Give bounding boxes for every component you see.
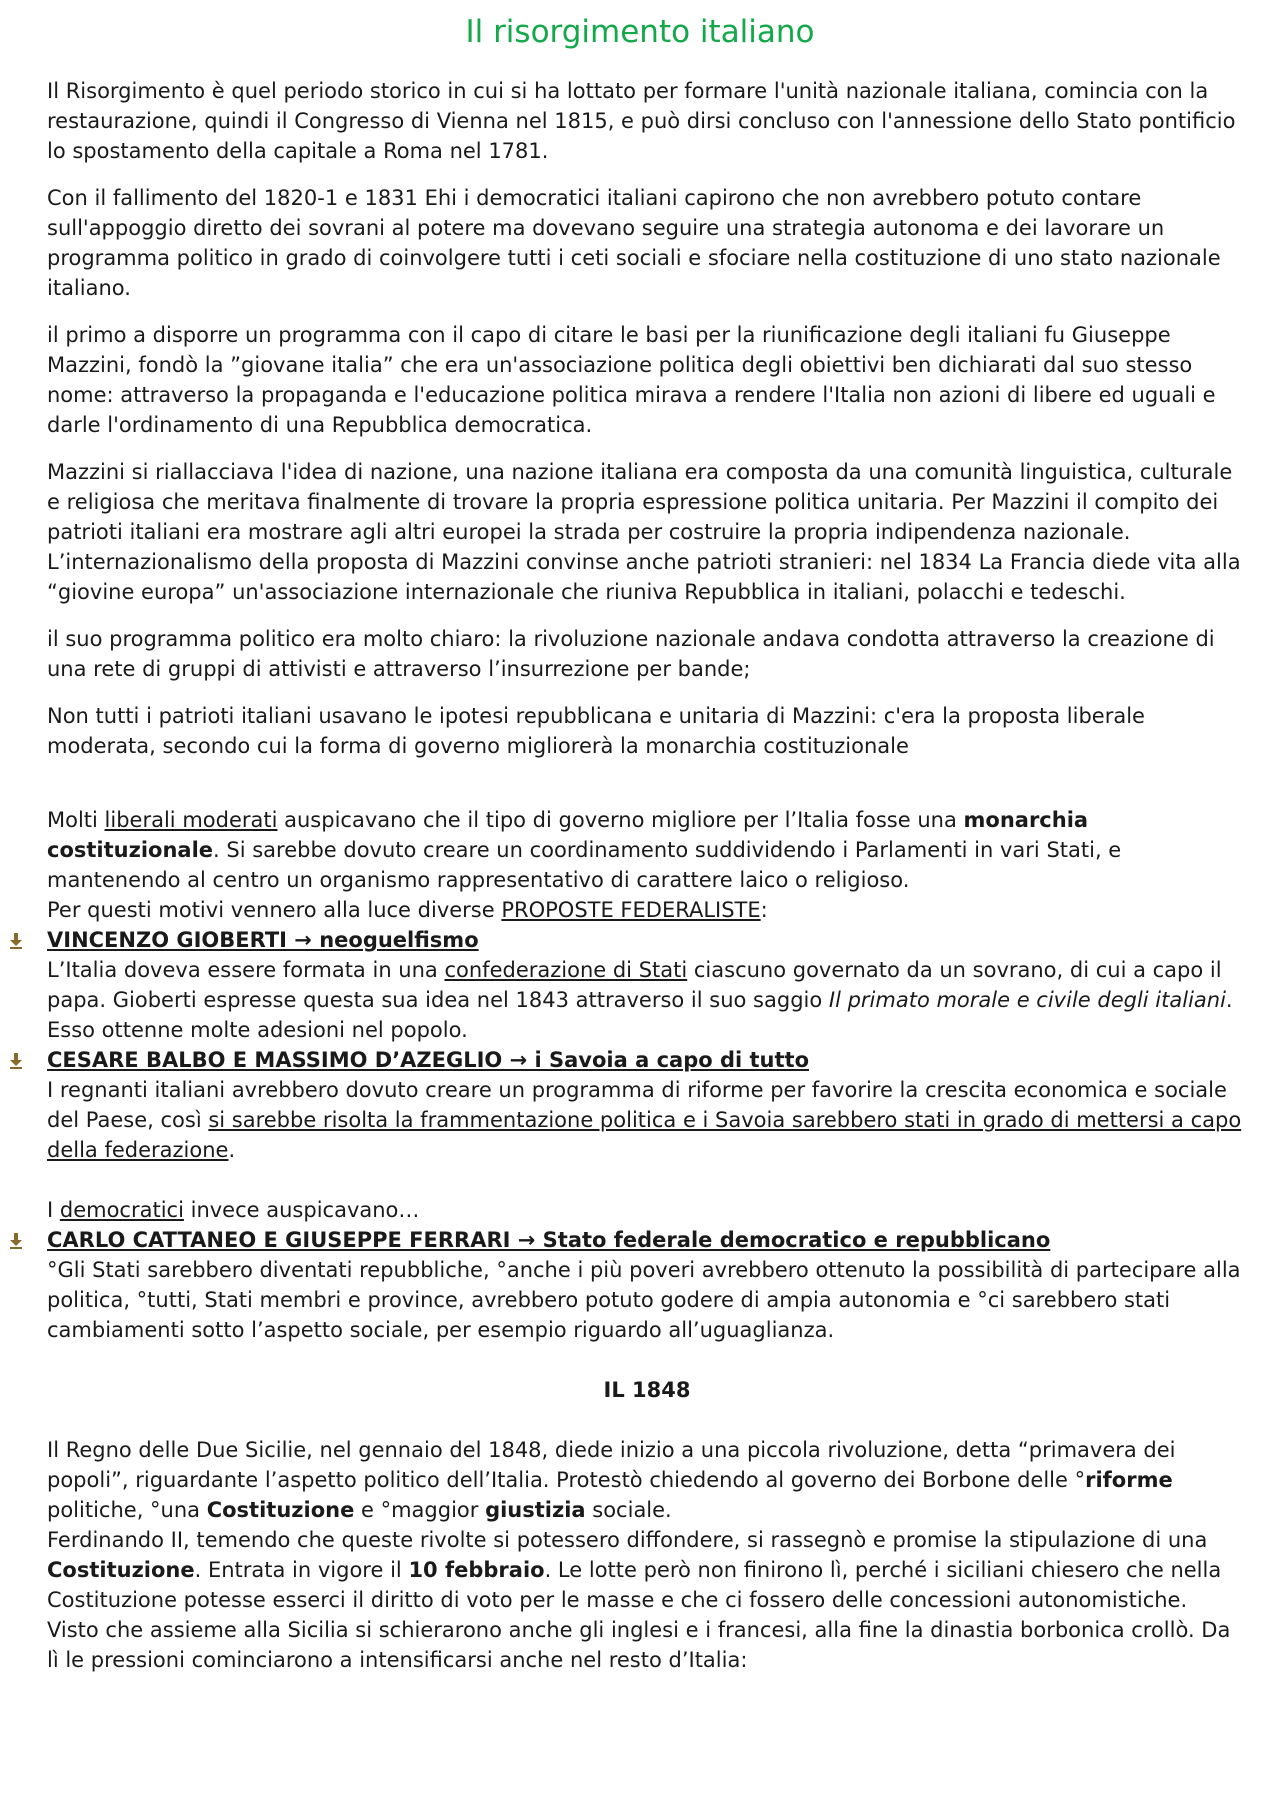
paragraph-democratici: I democratici invece auspicavano…	[47, 1198, 420, 1222]
term-democratici: democratici	[59, 1198, 184, 1222]
paragraph-cattaneo: °Gli Stati sarebbero diventati repubbliche, °anche i più poveri avrebbero ottenuto la possibilità di partecipare alla politica, °tutti, Stati membri e province, avrebbero potuto godere di ampia autonomia e °ci sarebbero stati cambiamenti sotto l’aspetto sociale, per esempio riguardo all’uguaglianza.	[47, 1258, 1241, 1342]
heading-balbo: CESARE BALBO E MASSIMO D’AZEGLIO → i Savoia a capo di tutto	[47, 1048, 809, 1072]
paragraph-liberali-moderati: Molti liberali moderati auspicavano che il tipo di governo migliore per l’Italia fosse una monarchia costituzionale. Si sarebbe dovuto creare un coordinamento suddividendo i Parlamenti in vari Stati, e mantenendo al centro un organismo rappresentativo di carattere laico o religioso.	[47, 808, 1122, 892]
term-proposte-federaliste: PROPOSTE FEDERALISTE	[501, 898, 761, 922]
paragraph-mazzini: il primo a disporre un programma con il capo di citare le basi per la riunificazione degli italiani fu Giuseppe Mazzini, fondò la ”giovane italia” che era un'associazione politica degli obiettivi ben dichiarati dal suo stesso nome: attraverso la propaganda e l'educazione politica mirava a rendere l'Italia non azioni di libere ed uguali e darle l'ordinamento di una Repubblica democratica.	[47, 323, 1216, 437]
document-body	[47, 76, 1247, 1675]
term-frammentazione: si sarebbe risolta la frammentazione politica e i Savoia sarebbero stati in grado di mettersi a capo della federazione	[47, 1108, 1242, 1162]
paragraph-intro: Il Risorgimento è quel periodo storico in cui si ha lottato per formare l'unità nazionale italiana, comincia con la restaurazione, quindi il Congresso di Vienna nel 1815, e può dirsi concluso con l'annessione dello Stato pontificio lo spostamento della capitale a Roma nel 1781.	[47, 79, 1236, 163]
paragraph-programma: il suo programma politico era molto chiaro: la rivoluzione nazionale andava condotta attraverso la creazione di una rete di gruppi di attivisti e attraverso l’insurrezione per bande;	[47, 627, 1215, 681]
bullet-balbo	[47, 1045, 1247, 1075]
paragraph-1848-crollo: Visto che assieme alla Sicilia si schierarono anche gli inglesi e i francesi, alla fine la dinastia borbonica crollò. Da lì le pressioni cominciarono a intensificarsi anche nel resto d’Italia:	[47, 1618, 1231, 1672]
paragraph-balbo: I regnanti italiani avrebbero dovuto creare un programma di riforme per favorire la crescita economica e sociale del Paese, così si sarebbe risolta la frammentazione politica e i Savoia sarebbero stati in grado di mettersi a capo della federazione.	[47, 1078, 1242, 1162]
paragraph-nazione: Mazzini si riallacciava l'idea di nazione, una nazione italiana era composta da una comunità linguistica, culturale e religiosa che meritava finalmente di trovare la propria espressione politica unitaria. Per Mazzini il compito dei patrioti italiani era mostrare agli altri europei la strada per costruire la propria indipendenza nazionale. L’internazionalismo della proposta di Mazzini convinse anche patrioti stranieri: nel 1834 La Francia diede vita alla “giovine europa” un'associazione internazionale che riuniva Repubblica in italiani, polacchi e tedeschi.	[47, 460, 1241, 604]
arrow-down-bullet-icon	[8, 1052, 24, 1070]
bullet-gioberti	[47, 925, 1247, 955]
paragraph-gioberti: L’Italia doveva essere formata in una confederazione di Stati ciascuno governato da un sovrano, di cui a capo il papa. Gioberti espresse questa sua idea nel 1843 attraverso il suo saggio Il primato morale e civile degli italiani. Esso ottenne molte adesioni nel popolo.	[47, 958, 1233, 1042]
term-confederazione-stati: confederazione di Stati	[444, 958, 688, 982]
arrow-down-bullet-icon	[8, 932, 24, 950]
link-liberali-moderati: liberali moderati	[104, 808, 278, 832]
heading-gioberti: VINCENZO GIOBERTI → neoguelfismo	[47, 928, 479, 952]
term-monarchia-costituzionale: monarchia costituzionale	[47, 808, 1089, 862]
arrow-down-bullet-icon	[8, 1232, 24, 1250]
bullet-cattaneo	[47, 1225, 1247, 1255]
heading-cattaneo: CARLO CATTANEO E GIUSEPPE FERRARI → Stato federale democratico e repubblicano	[47, 1228, 1051, 1252]
page-title: Il risorgimento italiano	[465, 14, 815, 50]
heading-1848: IL 1848	[603, 1378, 691, 1402]
paragraph-moderati-intro: Non tutti i patrioti italiani usavano le ipotesi repubblicana e unitaria di Mazzini: c'era la proposta liberale moderata, secondo cui la forma di governo migliorerà la monarchia costituzionale	[47, 704, 1145, 758]
paragraph-proposte: Per questi motivi vennero alla luce diverse PROPOSTE FEDERALISTE:	[47, 898, 768, 922]
book-title: Il primato morale e civile degli italiani	[828, 988, 1226, 1012]
paragraph-1848-ferdinando: Ferdinando II, temendo che queste rivolte si potessero diffondere, si rassegnò e promise la stipulazione di una Costituzione. Entrata in vigore il 10 febbraio. Le lotte però non finirono lì, perché i siciliani chiesero che nella Costituzione potesse esserci il diritto di voto per le masse e che ci fossero delle concessioni autonomistiche.	[47, 1528, 1222, 1612]
paragraph-fallimento: Con il fallimento del 1820-1 e 1831 Ehi i democratici italiani capirono che non avrebbero potuto contare sull'appoggio diretto dei sovrani al potere ma dovevano seguire una strategia autonoma e dei lavorare un programma politico in grado di coinvolgere tutti i ceti sociali e sfociare nella costituzione di uno stato nazionale italiano.	[47, 186, 1221, 300]
paragraph-1848-sicilia: Il Regno delle Due Sicilie, nel gennaio del 1848, diede inizio a una piccola rivoluzione, detta “primavera dei popoli”, riguardante l’aspetto politico dell’Italia. Protestò chiedendo al governo dei Borbone delle °riforme politiche, °una Costituzione e °maggior giustizia sociale.	[47, 1438, 1176, 1522]
